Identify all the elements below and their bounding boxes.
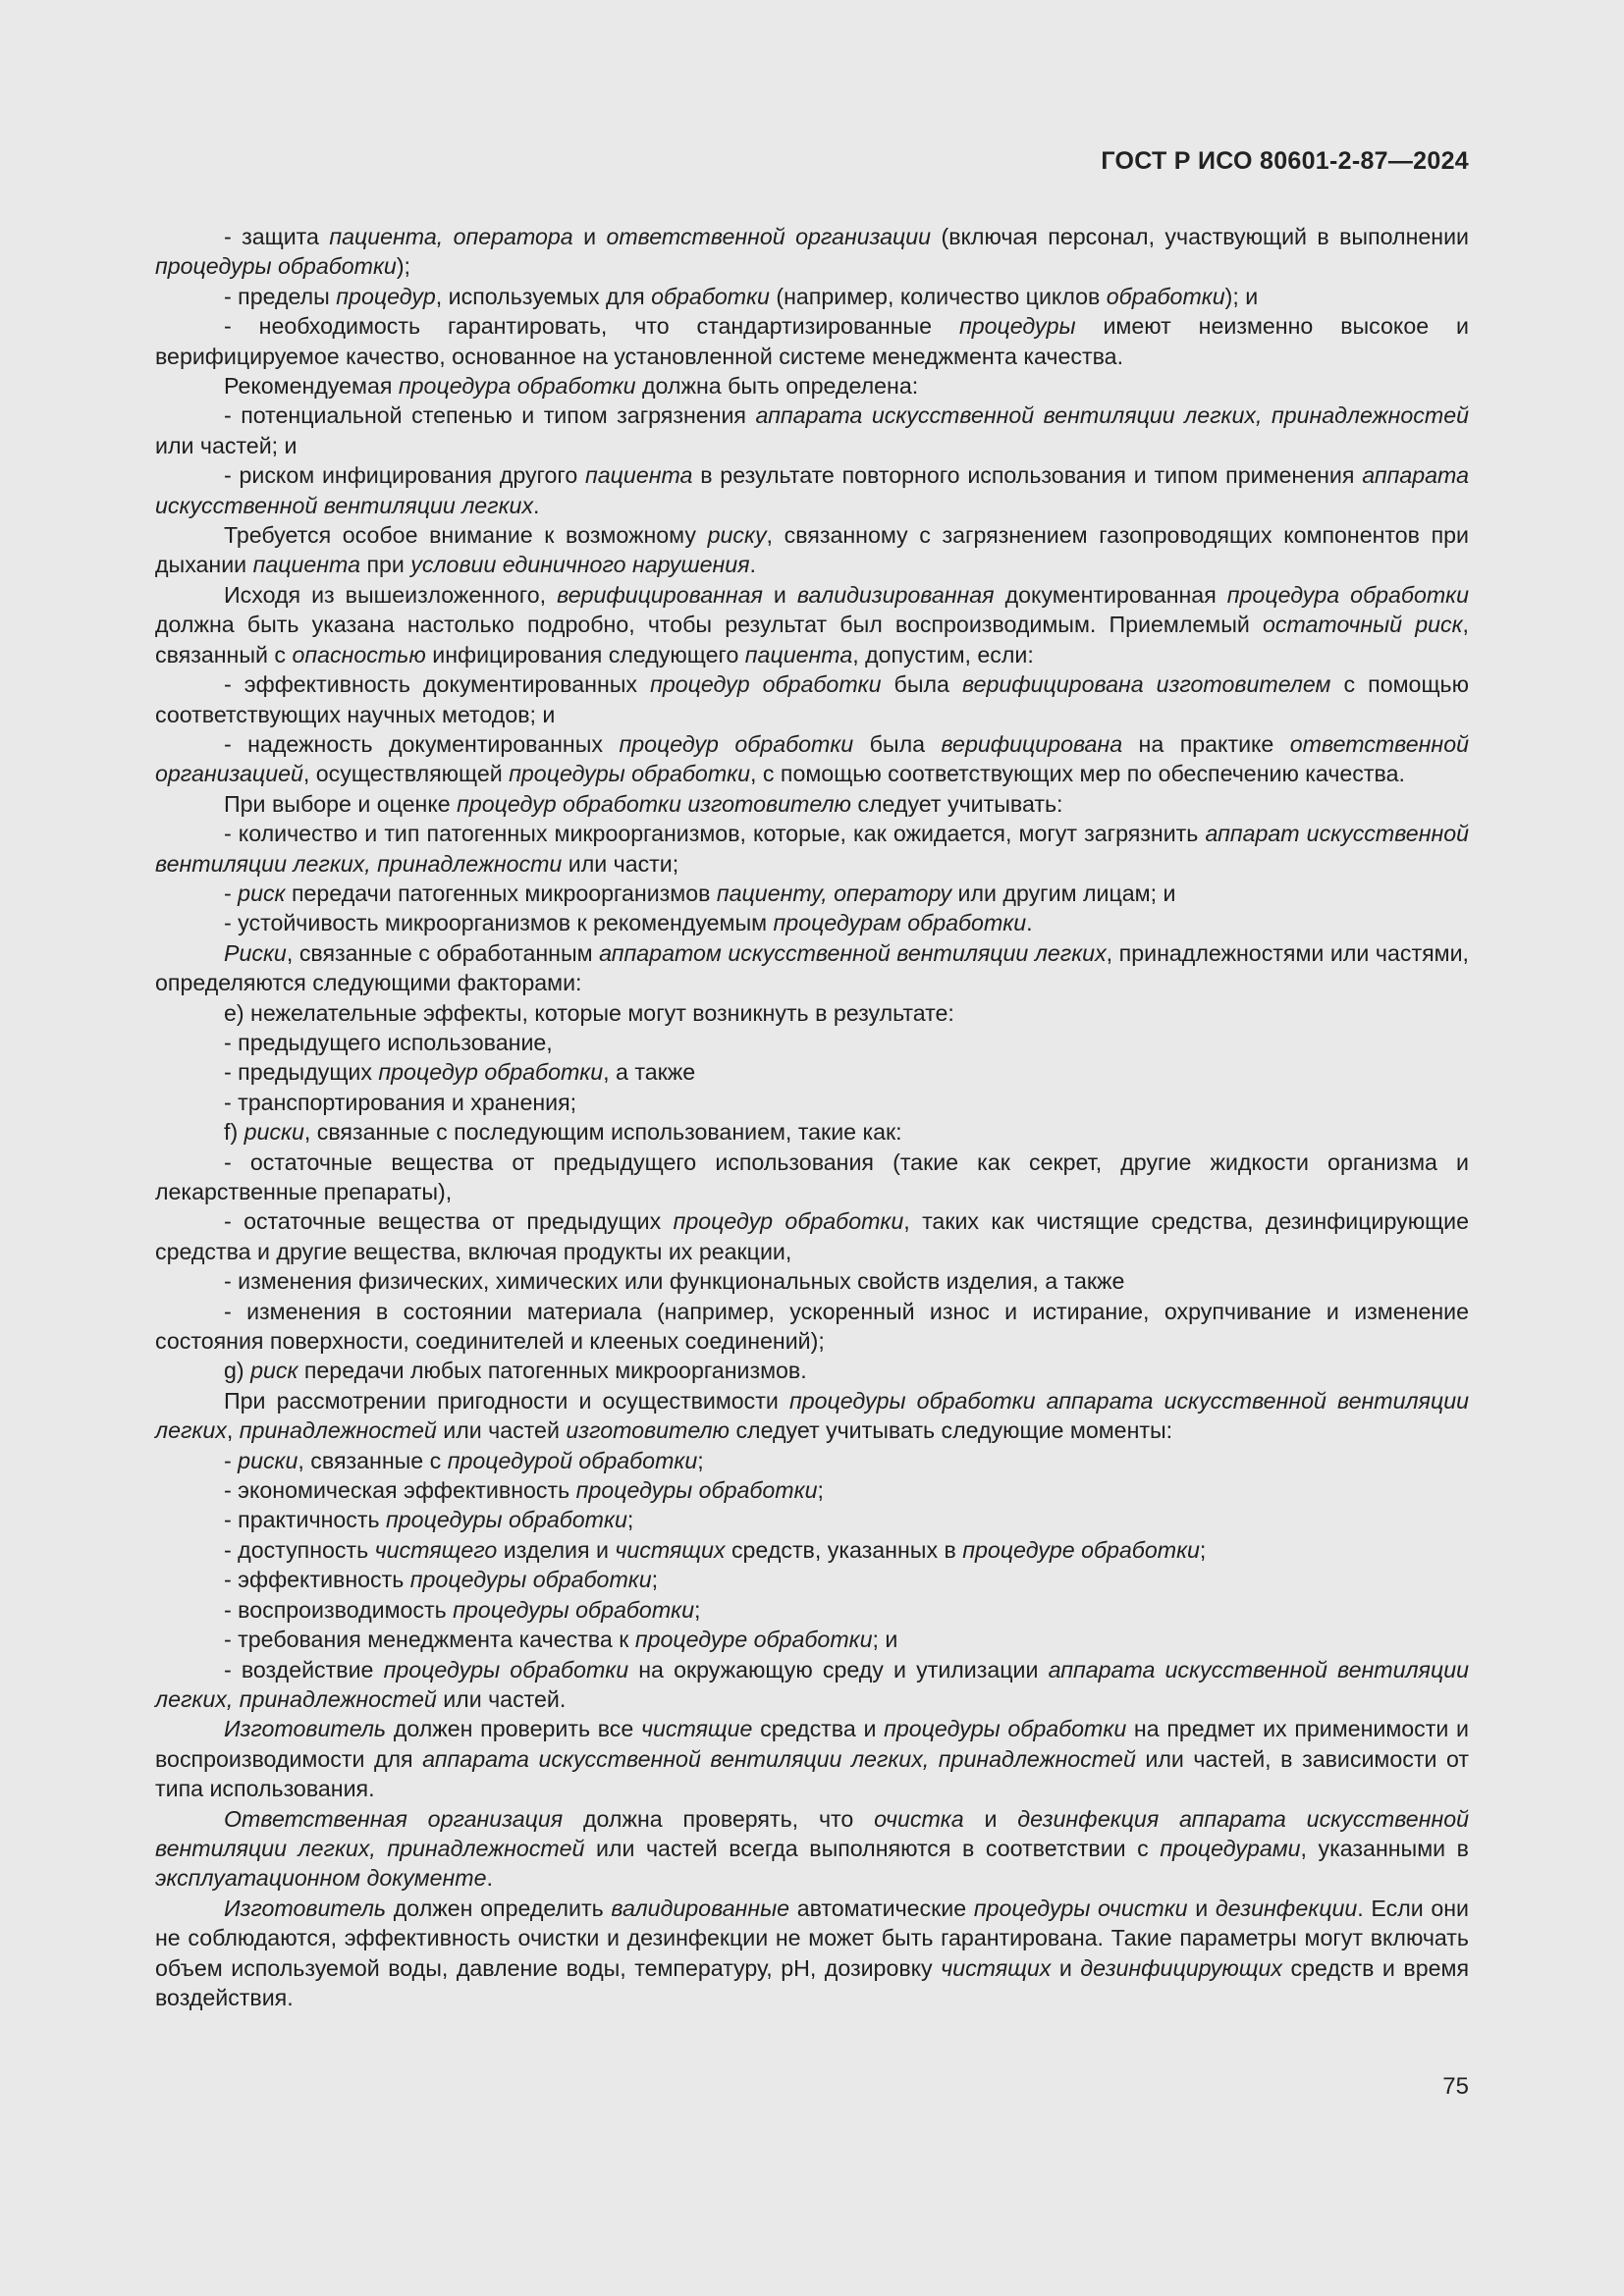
body-paragraph: Исходя из вышеизложенного, верифицированная и валидизированная документированная процедура обработки должна быть указана настолько подробно, чтобы результат был воспроизводимым. Приемлемый остаточный риск, связанный с опасностью инфицирования следующего пациента, допустим, если: — [155, 581, 1470, 667]
body-paragraph: - воспроизводимость процедуры обработки; — [224, 1596, 701, 1623]
body-paragraph: - потенциальной степенью и типом загрязнения аппарата искусственной вентиляции легких, принадлежностей или частей; и — [155, 402, 1469, 458]
body-paragraph: - остаточные вещества от предыдущего использования (такие как секрет, другие жидкости организма и лекарственные препараты), — [155, 1148, 1469, 1204]
body-paragraph: - пределы процедур, используемых для обработки (например, количество циклов обработки); и — [224, 283, 1259, 309]
body-paragraph: - остаточные вещества от предыдущих процедур обработки, таких как чистящие средства, дезинфицирующие средства и другие вещества, включая продукты их реакции, — [155, 1208, 1470, 1264]
body-paragraph: Риски, связанные с обработанным аппаратом искусственной вентиляции легких, принадлежностями или частями, определяются следующими факторами: — [155, 939, 1469, 996]
body-paragraph: - риски, связанные с процедурой обработки; — [224, 1447, 704, 1473]
body-paragraph: - необходимость гарантировать, что стандартизированные процедуры имеют неизменно высокое и верифицируемое качество, основанное на установленной системе менеджмента качества. — [155, 313, 1469, 369]
body-paragraph: - изменения физических, химических или функциональных свойств изделия, а также — [224, 1268, 1125, 1295]
body-paragraph: - эффективность процедуры обработки; — [224, 1567, 659, 1593]
document-header: ГОСТ Р ИСО 80601-2-87—2024 — [1101, 147, 1469, 175]
body-paragraph: - изменения в состоянии материала (например, ускоренный износ и истирание, охрупчивание и изменение состояния поверхности, соединителей и клееных соединений); — [155, 1298, 1469, 1355]
body-paragraph: e) нежелательные эффекты, которые могут возникнуть в результате: — [224, 999, 954, 1026]
document-body — [155, 222, 1469, 2012]
body-paragraph: - эффективность документированных процедур обработки была верифицирована изготовителем с помощью соответствующих научных методов; и — [155, 671, 1469, 727]
body-paragraph: - количество и тип патогенных микроорганизмов, которые, как ожидается, могут загрязнить аппарат искусственной вентиляции легких, принадлежности или части; — [155, 821, 1470, 877]
body-paragraph: - доступность чистящего изделия и чистящих средств, указанных в процедуре обработки; — [224, 1536, 1207, 1563]
page-number: 75 — [1442, 2073, 1469, 2100]
body-paragraph: - надежность документированных процедур обработки была верифицирована на практике ответственной организацией, осуществляющей процедуры обработки, с помощью соответствующих мер по обеспечению качества. — [155, 730, 1469, 787]
body-paragraph: - экономическая эффективность процедуры обработки; — [224, 1477, 824, 1504]
body-paragraph: - предыдущего использование, — [224, 1029, 553, 1055]
body-paragraph: - воздействие процедуры обработки на окружающую среду и утилизации аппарата искусственной вентиляции легких, принадлежностей или частей. — [155, 1656, 1469, 1712]
body-paragraph: - защита пациента, оператора и ответственной организации (включая персонал, участвующий в выполнении процедуры обработки); — [155, 224, 1469, 280]
body-paragraph: - предыдущих процедур обработки, а также — [224, 1059, 696, 1086]
body-paragraph: - практичность процедуры обработки; — [224, 1507, 634, 1533]
body-paragraph: При выборе и оценке процедур обработки изготовителю следует учитывать: — [224, 790, 1063, 817]
body-paragraph: Рекомендуемая процедура обработки должна быть определена: — [224, 373, 919, 400]
body-paragraph: g) риск передачи любых патогенных микроорганизмов. — [224, 1358, 807, 1384]
body-paragraph: - требования менеджмента качества к процедуре обработки; и — [224, 1627, 898, 1653]
body-paragraph: Изготовитель должен проверить все чистящие средства и процедуры обработки на предмет их применимости и воспроизводимости для аппарата искусственной вентиляции легких, принадлежностей или частей, в зависимости от типа использования. — [155, 1716, 1470, 1802]
body-paragraph: - риском инфицирования другого пациента в результате повторного использования и типом применения аппарата искусственной вентиляции легких. — [155, 462, 1470, 518]
body-paragraph: - устойчивость микроорганизмов к рекомендуемым процедурам обработки. — [224, 910, 1033, 936]
body-paragraph: При рассмотрении пригодности и осуществимости процедуры обработки аппарата искусственной вентиляции легких, принадлежностей или частей изготовителю следует учитывать следующие моменты: — [155, 1387, 1469, 1444]
body-paragraph: - транспортирования и хранения; — [224, 1089, 577, 1115]
body-paragraph: - риск передачи патогенных микроорганизмов пациенту, оператору или другим лицам; и — [224, 880, 1176, 906]
body-paragraph: f) риски, связанные с последующим использованием, такие как: — [224, 1119, 902, 1146]
body-paragraph: Требуется особое внимание к возможному риску, связанному с загрязнением газопроводящих компонентов при дыхании пациента при условии единичного нарушения. — [155, 522, 1470, 578]
body-paragraph: Изготовитель должен определить валидированные автоматические процедуры очистки и дезинфекции. Если они не соблюдаются, эффективность очистки и дезинфекции не может быть гарантирована. Такие параметры могут включать объем используемой воды, давление воды, температуру, pH, дозировку чистящих и дезинфицирующих средств и время воздействия. — [155, 1895, 1470, 2010]
body-paragraph: Ответственная организация должна проверять, что очистка и дезинфекция аппарата искусственной вентиляции легких, принадлежностей или частей всегда выполняются в соответствии с процедурами, указанными в эксплуатационном документе. — [155, 1805, 1470, 1892]
